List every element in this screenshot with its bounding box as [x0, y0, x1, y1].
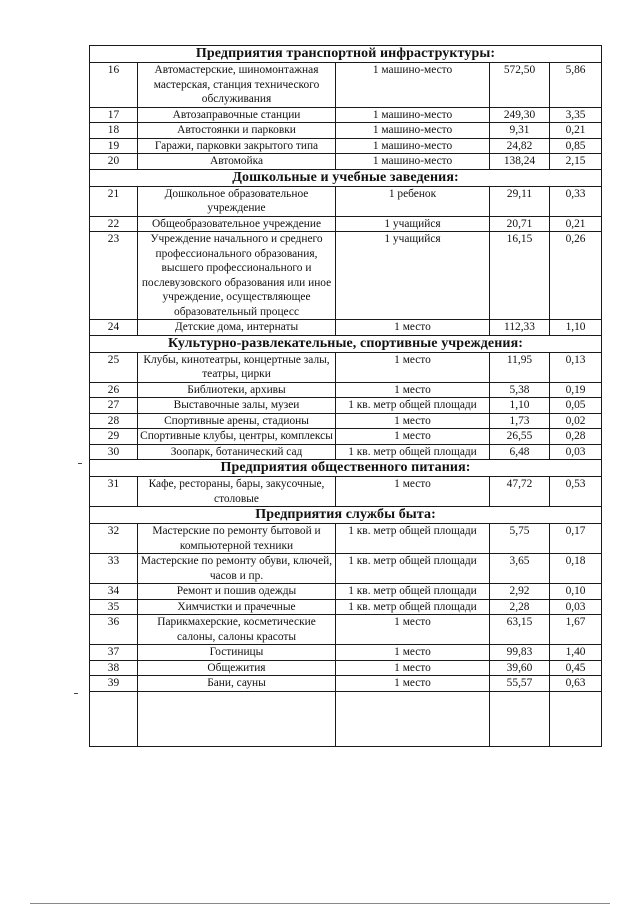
- section-header: [90, 46, 602, 63]
- cell-v1: 6,48: [490, 444, 550, 460]
- cell-unit: 1 учащийся: [336, 232, 490, 320]
- cell-unit: 1 место: [336, 660, 490, 676]
- cell-unit: 1 машино-место: [336, 138, 490, 154]
- cell-unit: 1 кв. метр общей площади: [336, 584, 490, 600]
- section-title: Предприятия службы быта:: [90, 507, 602, 524]
- section-title: Предприятия транспортной инфраструктуры:: [90, 46, 602, 63]
- cell-name: Автостоянки и парковки: [138, 123, 336, 139]
- table-row: [90, 615, 602, 645]
- cell-v2: 3,35: [550, 107, 602, 123]
- cell-v2: 1,67: [550, 615, 602, 645]
- cell-unit: 1 машино-место: [336, 123, 490, 139]
- cell-v2: 1,10: [550, 320, 602, 336]
- cell-v1: 1,10: [490, 398, 550, 414]
- section-header: [90, 169, 602, 186]
- cell-v1: 138,24: [490, 154, 550, 170]
- empty-cell: [550, 691, 602, 746]
- table-row: [90, 676, 602, 692]
- cell-name: Общеобразовательное учреждение: [138, 216, 336, 232]
- cell-unit: 1 место: [336, 676, 490, 692]
- cell-v1: 39,60: [490, 660, 550, 676]
- cell-v2: 0,28: [550, 429, 602, 445]
- table-body: [90, 46, 602, 747]
- cell-unit: 1 место: [336, 615, 490, 645]
- cell-num: 20: [90, 154, 138, 170]
- cell-v2: 0,13: [550, 352, 602, 382]
- cell-v2: 0,26: [550, 232, 602, 320]
- cell-num: 19: [90, 138, 138, 154]
- cell-num: 39: [90, 676, 138, 692]
- cell-name: Клубы, кинотеатры, концертные залы, театры, цирки: [138, 352, 336, 382]
- cell-name: Гаражи, парковки закрытого типа: [138, 138, 336, 154]
- cell-num: 22: [90, 216, 138, 232]
- table-row: [90, 216, 602, 232]
- table-row: [90, 232, 602, 320]
- cell-name: Библиотеки, архивы: [138, 382, 336, 398]
- cell-name: Общежития: [138, 660, 336, 676]
- section-title: Дошкольные и учебные заведения:: [90, 169, 602, 186]
- table-row: [90, 107, 602, 123]
- cell-v2: 0,21: [550, 123, 602, 139]
- empty-cell: [138, 691, 336, 746]
- cell-num: 21: [90, 186, 138, 216]
- cell-name: Гостиницы: [138, 645, 336, 661]
- cell-v2: 0,85: [550, 138, 602, 154]
- table-row: [90, 154, 602, 170]
- cell-num: 17: [90, 107, 138, 123]
- table-row: [90, 429, 602, 445]
- cell-num: 27: [90, 398, 138, 414]
- cell-name: Выставочные залы, музеи: [138, 398, 336, 414]
- cell-v2: 1,40: [550, 645, 602, 661]
- cell-num: 30: [90, 444, 138, 460]
- cell-num: 29: [90, 429, 138, 445]
- cell-num: 25: [90, 352, 138, 382]
- cell-v1: 11,95: [490, 352, 550, 382]
- cell-v1: 29,11: [490, 186, 550, 216]
- cell-v2: 0,03: [550, 599, 602, 615]
- table-row: [90, 554, 602, 584]
- cell-name: Бани, сауны: [138, 676, 336, 692]
- cell-v1: 55,57: [490, 676, 550, 692]
- cell-v2: 0,45: [550, 660, 602, 676]
- section-header: [90, 460, 602, 477]
- cell-num: 38: [90, 660, 138, 676]
- cell-v1: 9,31: [490, 123, 550, 139]
- empty-cell: [490, 691, 550, 746]
- cell-unit: 1 кв. метр общей площади: [336, 599, 490, 615]
- cell-name: Автомойка: [138, 154, 336, 170]
- table-row: [90, 186, 602, 216]
- cell-v1: 24,82: [490, 138, 550, 154]
- cell-unit: 1 кв. метр общей площади: [336, 554, 490, 584]
- cell-num: 24: [90, 320, 138, 336]
- cell-v2: 0,03: [550, 444, 602, 460]
- cell-v2: 0,18: [550, 554, 602, 584]
- cell-v1: 20,71: [490, 216, 550, 232]
- cell-num: 26: [90, 382, 138, 398]
- table-row: [90, 320, 602, 336]
- table-row: [90, 599, 602, 615]
- table-row: [90, 63, 602, 108]
- cell-num: 31: [90, 477, 138, 507]
- cell-v2: 0,21: [550, 216, 602, 232]
- table-row: [90, 382, 602, 398]
- table-row: [90, 660, 602, 676]
- empty-cell: [336, 691, 490, 746]
- section-header: [90, 507, 602, 524]
- cell-v1: 2,28: [490, 599, 550, 615]
- cell-v1: 99,83: [490, 645, 550, 661]
- empty-row: [90, 691, 602, 746]
- cell-v1: 249,30: [490, 107, 550, 123]
- cell-v2: 0,05: [550, 398, 602, 414]
- cell-name: Спортивные клубы, центры, комплексы: [138, 429, 336, 445]
- table-row: [90, 584, 602, 600]
- cell-v1: 26,55: [490, 429, 550, 445]
- cell-v2: 0,17: [550, 524, 602, 554]
- cell-unit: 1 машино-место: [336, 63, 490, 108]
- table-row: [90, 413, 602, 429]
- cell-unit: 1 машино-место: [336, 154, 490, 170]
- cell-v2: 5,86: [550, 63, 602, 108]
- table-row: [90, 123, 602, 139]
- cell-unit: 1 место: [336, 320, 490, 336]
- scan-mark-bottom: [30, 903, 610, 904]
- cell-name: Детские дома, интернаты: [138, 320, 336, 336]
- cell-v1: 2,92: [490, 584, 550, 600]
- table-row: [90, 138, 602, 154]
- cell-unit: 1 место: [336, 413, 490, 429]
- cell-num: 33: [90, 554, 138, 584]
- cell-unit: 1 учащийся: [336, 216, 490, 232]
- section-header: [90, 335, 602, 352]
- cell-v1: 3,65: [490, 554, 550, 584]
- cell-v2: 0,10: [550, 584, 602, 600]
- cell-v1: 1,73: [490, 413, 550, 429]
- table-row: [90, 645, 602, 661]
- cell-num: 36: [90, 615, 138, 645]
- section-title: Культурно-развлекательные, спортивные учреждения:: [90, 335, 602, 352]
- table-row: [90, 477, 602, 507]
- cell-unit: 1 кв. метр общей площади: [336, 444, 490, 460]
- cell-unit: 1 место: [336, 477, 490, 507]
- cell-num: 18: [90, 123, 138, 139]
- cell-v2: 0,53: [550, 477, 602, 507]
- cell-num: 32: [90, 524, 138, 554]
- cell-unit: 1 кв. метр общей площади: [336, 524, 490, 554]
- cell-v2: 2,15: [550, 154, 602, 170]
- cell-v2: 0,33: [550, 186, 602, 216]
- cell-v1: 16,15: [490, 232, 550, 320]
- cell-unit: 1 место: [336, 429, 490, 445]
- table-row: [90, 444, 602, 460]
- table-row: [90, 524, 602, 554]
- empty-cell: [90, 691, 138, 746]
- cell-name: Автозаправочные станции: [138, 107, 336, 123]
- cell-name: Парикмахерские, косметические салоны, салоны красоты: [138, 615, 336, 645]
- cell-v1: 5,38: [490, 382, 550, 398]
- table-row: [90, 352, 602, 382]
- cell-v1: 572,50: [490, 63, 550, 108]
- section-title: Предприятия общественного питания:: [90, 460, 602, 477]
- cell-v2: 0,63: [550, 676, 602, 692]
- cell-unit: 1 машино-место: [336, 107, 490, 123]
- cell-name: Мастерские по ремонту обуви, ключей, часов и пр.: [138, 554, 336, 584]
- cell-v1: 5,75: [490, 524, 550, 554]
- cell-name: Мастерские по ремонту бытовой и компьютерной техники: [138, 524, 336, 554]
- cell-v1: 63,15: [490, 615, 550, 645]
- cell-num: 35: [90, 599, 138, 615]
- cell-name: Зоопарк, ботанический сад: [138, 444, 336, 460]
- cell-num: 37: [90, 645, 138, 661]
- cell-v1: 112,33: [490, 320, 550, 336]
- cell-unit: 1 место: [336, 352, 490, 382]
- cell-unit: 1 ребенок: [336, 186, 490, 216]
- tariff-table: [89, 45, 602, 747]
- cell-name: Учреждение начального и среднего профессионального образования, высшего профессионального и послевузовского образования или иное учреждение, осуществляющее образовательный процесс: [138, 232, 336, 320]
- cell-name: Химчистки и прачечные: [138, 599, 336, 615]
- cell-num: 23: [90, 232, 138, 320]
- cell-name: Кафе, рестораны, бары, закусочные, столовые: [138, 477, 336, 507]
- cell-v1: 47,72: [490, 477, 550, 507]
- cell-name: Автомастерские, шиномонтажная мастерская, станция технического обслуживания: [138, 63, 336, 108]
- cell-num: 34: [90, 584, 138, 600]
- cell-unit: 1 кв. метр общей площади: [336, 398, 490, 414]
- cell-name: Спортивные арены, стадионы: [138, 413, 336, 429]
- cell-v2: 0,02: [550, 413, 602, 429]
- cell-unit: 1 место: [336, 645, 490, 661]
- scan-mark-left-1: [78, 463, 82, 464]
- cell-name: Дошкольное образовательное учреждение: [138, 186, 336, 216]
- cell-num: 16: [90, 63, 138, 108]
- cell-num: 28: [90, 413, 138, 429]
- cell-name: Ремонт и пошив одежды: [138, 584, 336, 600]
- cell-v2: 0,19: [550, 382, 602, 398]
- scan-mark-left-2: [74, 693, 78, 694]
- table-row: [90, 398, 602, 414]
- cell-unit: 1 место: [336, 382, 490, 398]
